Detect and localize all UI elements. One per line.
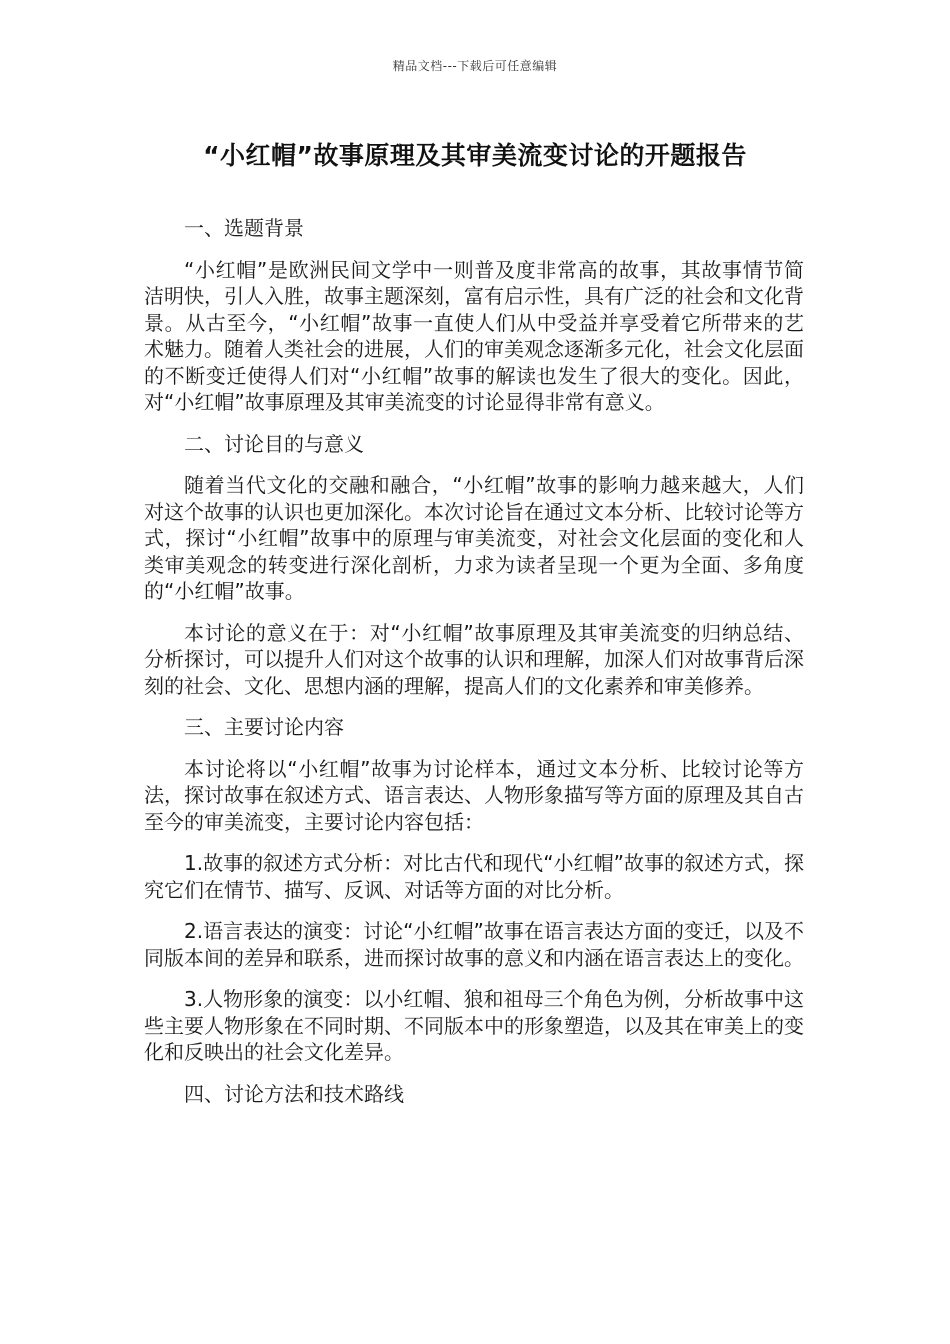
section-heading-content: 三、主要讨论内容 <box>184 715 344 739</box>
paragraph-item-narrative: 1.故事的叙述方式分析：对比古代和现代“小红帽”故事的叙述方式，探究它们在情节、描写、反讽、对话等方面的对比分析。 <box>144 851 804 902</box>
section-heading-purpose: 二、讨论目的与意义 <box>184 431 364 456</box>
paragraph-purpose: 随着当代文化的交融和融合，“小红帽”故事的影响力越来越大，人们对这个故事的认识也更加深化。本次讨论旨在通过文本分析、比较讨论等方式，探讨“小红帽”故事中的原理与审美流变，对社会文化层面的变化和人类审美观念的转变进行深化剖析，力求为读者呈现一个更为全面、多角度的“小红帽”故事。 <box>144 473 804 603</box>
paragraph-background: “小红帽”是欧洲民间文学中一则普及度非常高的故事，其故事情节简洁明快，引人入胜，故事主题深刻，富有启示性，具有广泛的社会和文化背景。从古至今，“小红帽”故事一直使人们从中受益并享受着它所带来的艺术魅力。随着人类社会的进展，人们的审美观念逐渐多元化，社会文化层面的不断变迁使得人们对“小红帽”故事的解读也发生了很大的变化。因此，对“小红帽”故事原理及其审美流变的讨论显得非常有意义。 <box>144 257 804 414</box>
paragraph-item-characters: 3.人物形象的演变：以小红帽、狼和祖母三个角色为例，分析故事中这些主要人物形象在不同时期、不同版本中的形象塑造，以及其在审美上的变化和反映出的社会文化差异。 <box>144 987 804 1064</box>
document-title: “小红帽”故事原理及其审美流变讨论的开题报告 <box>203 141 747 170</box>
paragraph-item-language: 2.语言表达的演变：讨论“小红帽”故事在语言表达方面的变迁，以及不同版本间的差异和联系，进而探讨故事的意义和内涵在语言表达上的变化。 <box>144 919 804 970</box>
document-body <box>144 215 804 1122</box>
paragraph-content-intro: 本讨论将以“小红帽”故事为讨论样本，通过文本分析、比较讨论等方法，探讨故事在叙述方式、语言表达、人物形象描写等方面的原理及其自古至今的审美流变，主要讨论内容包括： <box>144 756 804 834</box>
section-heading-methods: 四、讨论方法和技术路线 <box>184 1081 404 1106</box>
paragraph-significance: 本讨论的意义在于：对“小红帽”故事原理及其审美流变的归纳总结、分析探讨，可以提升人们对这个故事的认识和理解，加深人们对故事背后深刻的社会、文化、思想内涵的理解，提高人们的文化素养和审美修养。 <box>144 620 804 698</box>
header-note: 精品文档---下载后可任意编辑 <box>392 59 558 73</box>
section-heading-background: 一、选题背景 <box>184 216 304 240</box>
